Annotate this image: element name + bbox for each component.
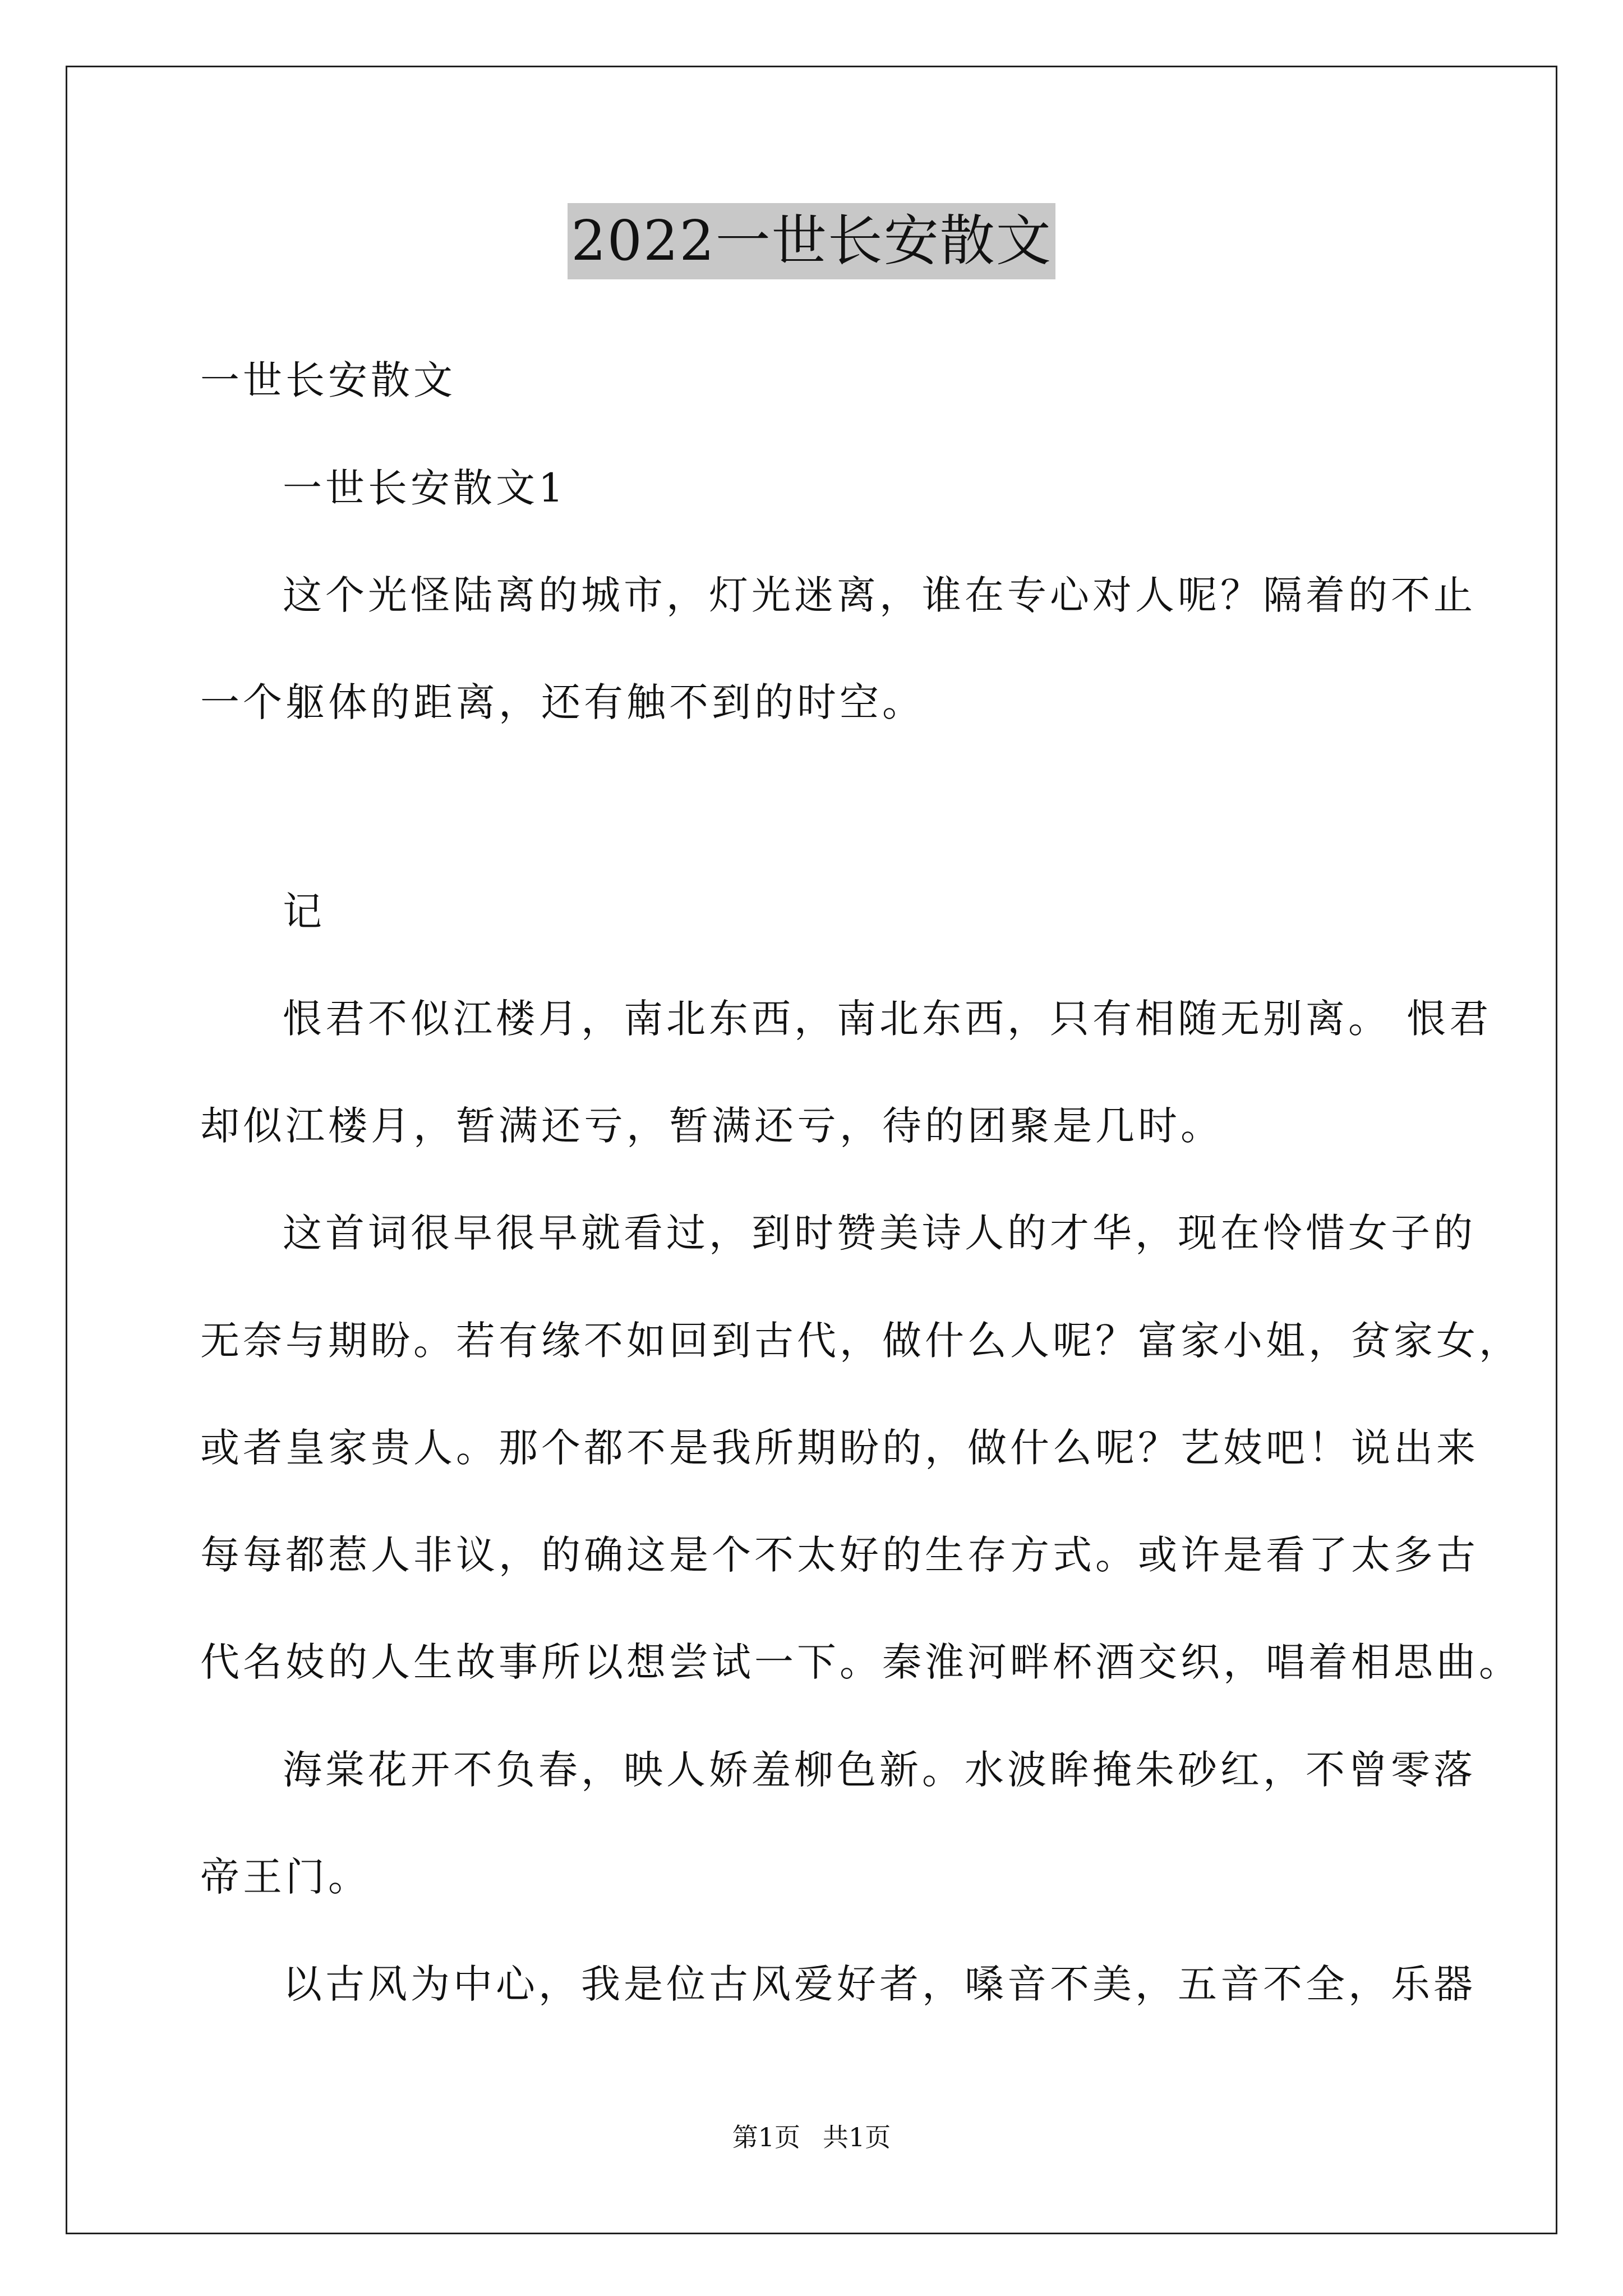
page-number: 第1页 <box>732 2122 800 2152</box>
body-line: 这个光怪陆离的城市，灯光迷离，谁在专心对人呢？隔着的不止 <box>283 572 1476 618</box>
body-line: 记 <box>283 889 325 935</box>
page-footer <box>0 2120 1623 2154</box>
body-line: 无奈与期盼。若有缘不如回到古代，做什么人呢？富家小姐，贫家女， <box>200 1318 1521 1364</box>
body-line: 或者皇家贵人。那个都不是我所期盼的，做什么呢？艺妓吧！说出来 <box>200 1425 1479 1471</box>
body-line: 代名妓的人生故事所以想尝试一下。秦淮河畔杯酒交织，唱着相思曲。 <box>200 1639 1521 1685</box>
body-line: 一个躯体的距离，还有触不到的时空。 <box>200 679 925 725</box>
page-total: 共1页 <box>823 2122 891 2152</box>
title-container <box>0 203 1623 279</box>
body-line: 以古风为中心，我是位古风爱好者，嗓音不美，五音不全，乐器 <box>283 1961 1476 2007</box>
body-line: 帝王门。 <box>200 1854 371 1900</box>
body-line-section-heading: 一世长安散文1 <box>283 465 567 511</box>
document-title: 2022一世长安散文 <box>568 203 1055 279</box>
body-line: 恨君不似江楼月，南北东西，南北东西，只有相随无别离。 恨君 <box>283 996 1492 1042</box>
body-line: 这首词很早很早就看过，到时赞美诗人的才华，现在怜惜女子的 <box>283 1210 1476 1256</box>
body-line: 海棠花开不负春，映人娇羞柳色新。水波眸掩朱砂红，不曾零落 <box>283 1747 1476 1793</box>
body-line: 却似江楼月，暂满还亏，暂满还亏，待的团聚是几时。 <box>200 1103 1223 1149</box>
body-line: 每每都惹人非议，的确这是个不太好的生存方式。或许是看了太多古 <box>200 1532 1479 1578</box>
body-line-subtitle: 一世长安散文 <box>200 357 456 403</box>
